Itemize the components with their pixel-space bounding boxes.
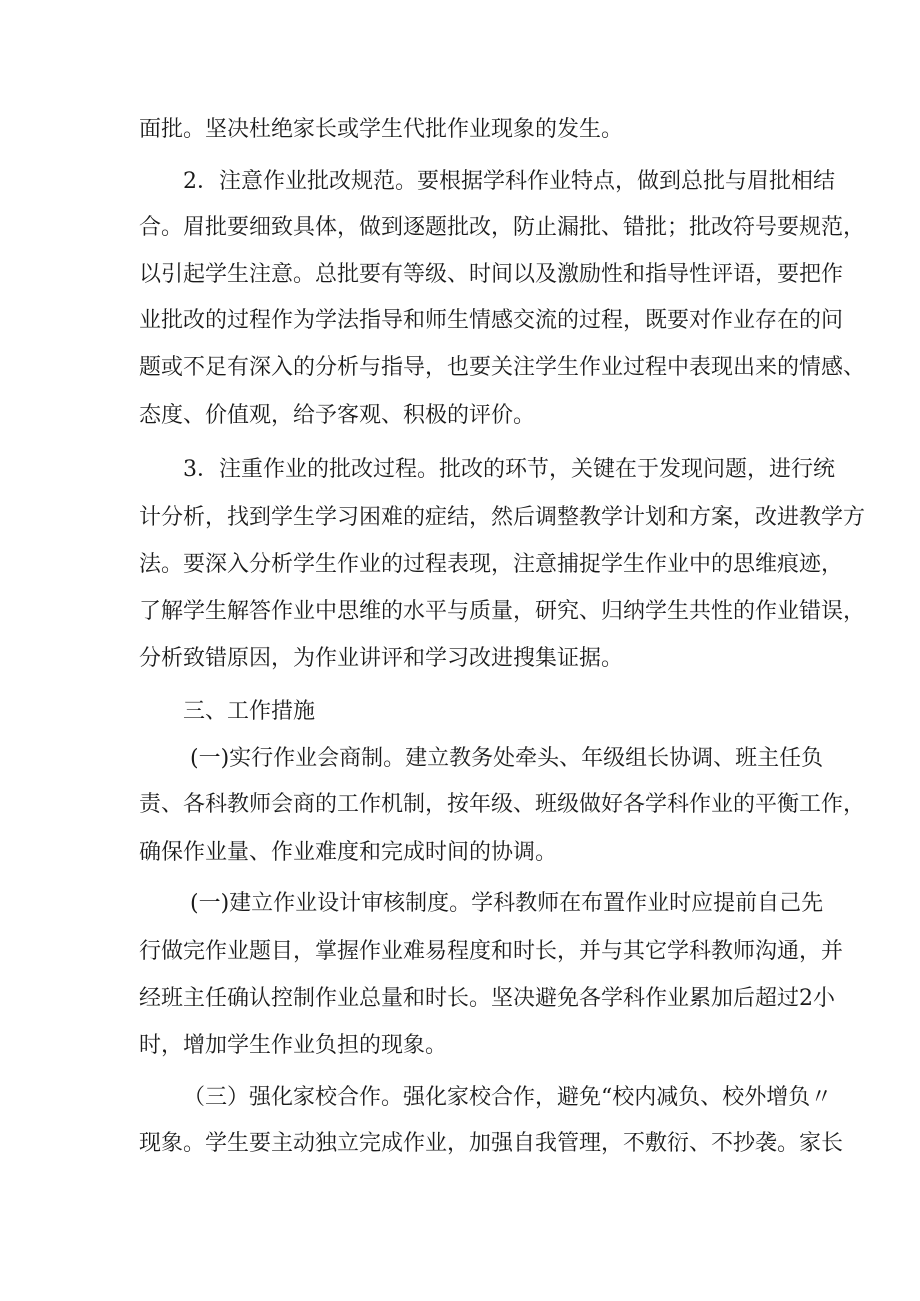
text-line: （三）强化家校合作。强化家校合作，避免“校内减负、校外增负〃	[183, 1085, 833, 1110]
text-line: 态度、价值观，给予客观、积极的评价。	[139, 403, 536, 428]
text-line: 法。要深入分析学生作业的过程表现，注意捕捉学生作业中的思维痕迹，	[139, 552, 844, 577]
text-line: 题或不足有深入的分析与指导，也要关注学生作业过程中表现出来的情感、	[139, 355, 866, 380]
text-line: 业批改的过程作为学法指导和师生情感交流的过程，既要对作业存在的问	[139, 308, 844, 333]
text-line: 经班主任确认控制作业总量和时长。坚决避免各学科作业累加后超过2小	[139, 986, 835, 1011]
text-line: 以引起学生注意。总批要有等级、时间以及激励性和指导性评语，要把作	[139, 262, 844, 287]
text-line: 2．注意作业批改规范。要根据学科作业特点，做到总批与眉批相结	[183, 169, 835, 194]
text-line: (一)建立作业设计审核制度。学科教师在布置作业时应提前自己先	[190, 891, 824, 916]
text-line: 责、各科教师会商的工作机制，按年级、班级做好各学科作业的平衡工作，	[139, 792, 866, 817]
text-line: 现象。学生要主动独立完成作业，加强自我管理，不敷衍、不抄袭。家长	[139, 1131, 844, 1156]
text-line: (一)实行作业会商制。建立教务处牵头、年级组长协调、班主任负	[190, 746, 824, 771]
text-line: 面批。坚决杜绝家长或学生代批作业现象的发生。	[139, 117, 624, 142]
section-heading: 三、工作措施	[183, 699, 316, 724]
text-line: 时，增加学生作业负担的现象。	[139, 1033, 448, 1058]
text-line: 了解学生解答作业中思维的水平与质量，研究、归纳学生共性的作业错误，	[139, 599, 866, 624]
text-line: 计分析，找到学生学习困难的症结，然后调整教学计划和方案，改进教学方	[139, 505, 866, 530]
text-line: 分析致错原因，为作业讲评和学习改进搜集证据。	[139, 646, 624, 671]
text-line: 合。眉批要细致具体，做到逐题批改，防止漏批、错批；批改符号要规范，	[139, 215, 866, 240]
text-line: 3．注重作业的批改过程。批改的环节，关键在于发现问题，进行统	[183, 457, 835, 482]
text-line: 确保作业量、作业难度和完成时间的协调。	[139, 840, 558, 865]
text-line: 行做完作业题目，掌握作业难易程度和时长，并与其它学科教师沟通，并	[139, 939, 844, 964]
